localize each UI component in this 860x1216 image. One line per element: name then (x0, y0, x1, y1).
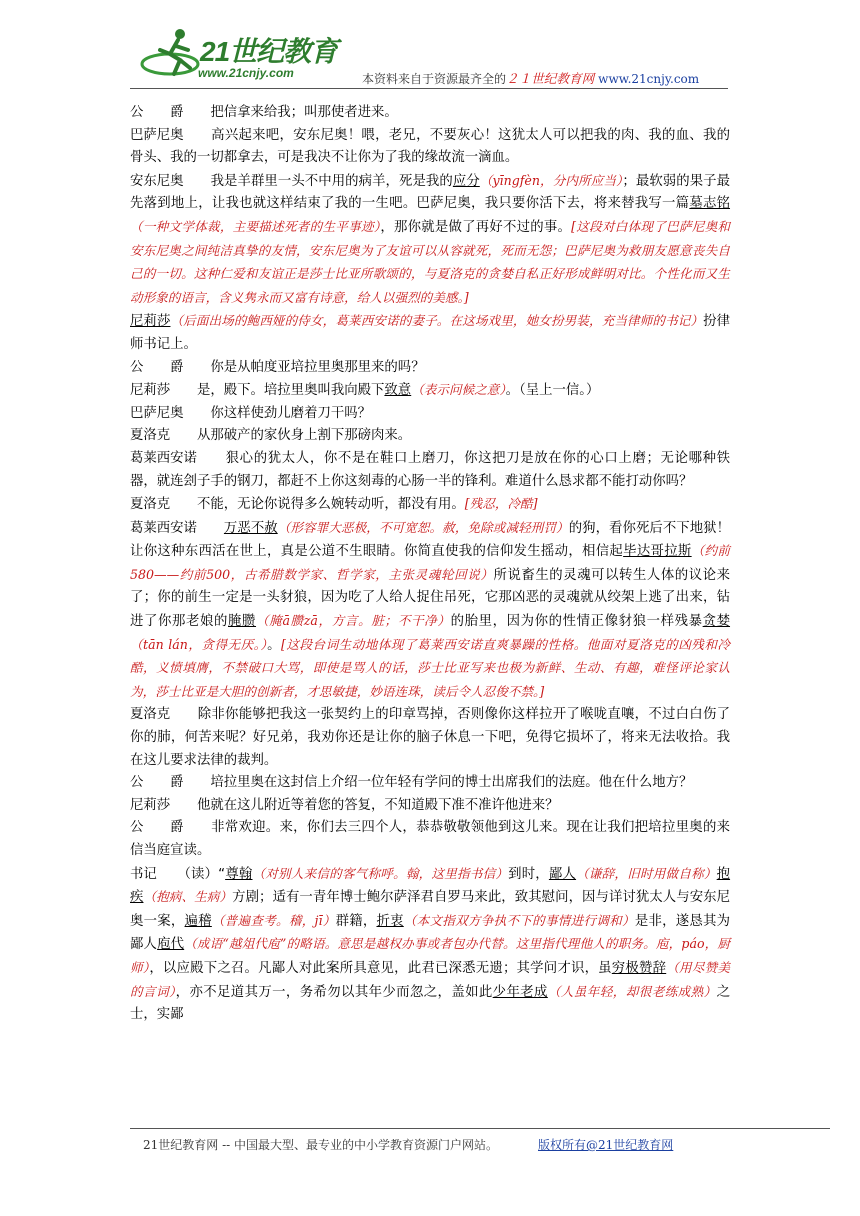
dialogue-line (130, 817, 730, 862)
dialogue-text: ，以应殿下之召。凡鄙人对此案所具意见，此君已深悉无遗；其学问才识，虽 (149, 960, 612, 976)
annotation-note: （形容罪大恶极，不可宽恕。赦，免除或减轻刑罚） (277, 519, 569, 535)
dialogue-text: 的胎里，因为你的性情正像豺狼一样残暴 (450, 614, 703, 630)
dialogue-line (130, 425, 730, 448)
speaker-name: 安东尼奥 (130, 173, 184, 189)
speaker-name: 夏洛克 (130, 707, 171, 723)
annotation-note: （一种文学体裁，主要描述死者的生平事迹） (130, 218, 381, 234)
annotation-note: （后面出场的鲍西娅的侍女，葛莱西安诺的妻子。在这场戏里，她女扮男装，充当律师的书记） (170, 313, 704, 329)
dialogue-line (130, 125, 730, 170)
dialogue-text: ；最软弱的果子最先落到地上，让我也就这样结束了我的一生吧。巴萨尼奥，我只要你活下去，将来替我写一篇 (130, 173, 731, 212)
glossed-term: 庖代 (157, 937, 185, 953)
dialogue-line (130, 170, 730, 311)
dialogue-line (130, 493, 730, 517)
glossed-term: 尼莉莎 (130, 314, 171, 330)
logo-url: www.21cnjy.com (198, 66, 294, 80)
dialogue-line (130, 403, 730, 426)
annotation-note: （人虽年轻，却很老练成熟） (547, 983, 717, 999)
dialogue-text: 。 (267, 637, 282, 653)
glossed-term: 遍稽 (184, 913, 212, 929)
footer-divider (130, 1128, 830, 1129)
dialogue-text: （读）“ (184, 866, 226, 882)
dialogue-text: ，那你就是做了再好不过的事。 (380, 219, 572, 235)
annotation-note: （yīngfèn，分内所应当） (479, 172, 623, 188)
dialogue-text: 之士，实鄙 (130, 984, 731, 1023)
speaker-name: 公 爵 (130, 820, 184, 836)
dialogue-text: 除非你能够把我这一张契约上的印章骂掉，否则像你这样拉开了喉咙直嚷，不过白白伤了你的肺，何苦来呢？好兄弟，我劝你还是让你的脑子休息一下吧，免得它损坏了，将来无法收拾。我在这儿要求法律的裁判。 (130, 707, 731, 768)
annotation-note: （对别人来信的客气称呼。翰，这里指书信） (252, 865, 509, 881)
header-divider (130, 88, 728, 89)
dialogue-line (130, 379, 730, 403)
dialogue-text: 你是从帕度亚培拉里奥那里来的吗？ (210, 359, 425, 375)
annotation-note: [残忍，冷酷] (464, 496, 538, 512)
dialogue-text: 到时， (508, 866, 549, 882)
annotation-note: （谦辞，旧时用做自称） (576, 865, 717, 881)
header-note-prefix: 本资料来自于资源最齐全的 (362, 72, 507, 86)
speaker-name: 夏洛克 (130, 428, 171, 444)
annotation-note: （普遍查考。稽，jī） (211, 912, 336, 928)
glossed-term: 腌臜 (228, 614, 257, 630)
glossed-term: 少年老成 (492, 984, 548, 1000)
annotation-note: [这段对白体现了巴萨尼奥和安东尼奥之间纯洁真挚的友情，安东尼奥为了友谊可以从容就死，死而无怨；巴萨尼奥为救朋友愿意丧失自己的一切。这种仁爱和友谊正是莎士比亚所歌颂的，与夏洛克的贪婪自私正好形成鲜明对比。个性化而又生动形象的语言，含义隽永而又富有诗意，给人以强烈的美感。] (130, 218, 731, 305)
dialogue-text: 你这样使劲儿磨着刀干吗？ (210, 405, 372, 421)
dialogue-text: 把信拿来给我；叫那使者进来。 (210, 105, 398, 120)
annotation-note: （抱病、生病） (143, 889, 233, 905)
speaker-name: 尼莉莎 (130, 797, 171, 813)
speaker-name: 尼莉莎 (130, 383, 171, 399)
dialogue-text: 从那破产的家伙身上割下那磅肉来。 (196, 428, 412, 444)
speaker-name: 葛莱西安诺 (130, 450, 197, 466)
speaker-name: 巴萨尼奥 (130, 127, 184, 143)
glossed-term: 致意 (384, 383, 412, 399)
dialogue-text: 非常欢迎。来，你们去三四个人，恭恭敬敬领他到这儿来。现在让我们把培拉里奥的来信当庭宣读。 (130, 820, 730, 858)
dialogue-text: 狠心的犹太人，你不是在鞋口上磨刀，你这把刀是放在你的心口上磨；无论哪种铁器，就连刽子手的钢刀，都赶不上你这刻毒的心肠一半的锋利。难道什么恳求都不能打动你吗？ (130, 450, 731, 489)
glossed-term: 万恶不赦 (223, 520, 278, 536)
annotation-note: （表示问候之意） (411, 382, 506, 398)
annotation-note: （成语“越俎代庖”的略语。意思是越权办事或者包办代替。这里指代理他人的职务。庖，páo，厨师） (130, 936, 731, 975)
dialogue-text: 。（呈上一信。） (505, 383, 600, 399)
logo-wordmark: 21世纪教育 (200, 36, 338, 67)
speaker-name: 葛莱西安诺 (130, 520, 197, 536)
annotation-note: （用尽赞美的言词） (130, 959, 731, 999)
script-text (130, 102, 730, 1027)
dialogue-text: 他就在这儿附近等着您的答复，不知道殿下准不准许他进来？ (196, 797, 559, 813)
dialogue-line (130, 795, 730, 818)
dialogue-text: 所说畜生的灵魂可以转生人体的议论来了；你的前生一定是一头豺狼，因为吃了人给人捉住吊死，它那凶恶的灵魂就从绞架上逃了出来，钻进了你那老娘的 (130, 567, 730, 630)
glossed-term: 穷极赞辞 (611, 960, 667, 976)
annotation-note: （腌ā臜zā，方言。脏；不干净） (256, 613, 451, 629)
dialogue-text: 群籍， (335, 913, 377, 929)
glossed-term: 鄙人 (548, 866, 577, 882)
header-note-url[interactable]: www.21cnjy.com (598, 72, 700, 86)
glossed-term: 墓志铭 (689, 196, 731, 212)
dialogue-text: 的狗，看你死后不下地狱！让你这种东西活在世上，真是公道不生眼睛。你简直使我的信仰发生摇动，相信起 (130, 520, 731, 560)
dialogue-line (130, 863, 730, 1027)
page-header (0, 0, 860, 96)
dialogue-text: 不能，无论你说得多么婉转动听，都没有用。 (196, 497, 465, 513)
annotation-note: （约前580——约前500，古希腊数学家、哲学家，主张灵魂轮回说） (130, 543, 731, 582)
glossed-term: 毕达哥拉斯 (623, 544, 692, 560)
annotation-note: （本文指双方争执不下的事情进行调和） (403, 912, 635, 928)
dialogue-text: 扮律师书记上。 (130, 314, 731, 352)
dialogue-line (130, 357, 730, 380)
speaker-name: 公 爵 (130, 105, 184, 120)
dialogue-text: 我是羊群里一头不中用的病羊，死是我的 (210, 173, 453, 189)
dialogue-text: ，亦不足道其万一，务希勿以其年少而忽之，盖如此 (175, 984, 493, 1000)
glossed-term: 折衷 (376, 913, 404, 929)
speaker-name: 巴萨尼奥 (130, 405, 184, 421)
copyright-link[interactable]: 版权所有@21世纪教育网 (538, 1138, 674, 1152)
dialogue-text: 是，殿下。培拉里奥叫我向殿下 (196, 383, 385, 399)
speaker-name: 夏洛克 (130, 497, 171, 513)
dialogue-line (130, 310, 730, 356)
dialogue-line (130, 517, 730, 705)
annotation-note: （tān lán，贪得无厌。） (130, 636, 268, 652)
dialogue-line (130, 102, 730, 125)
speaker-name: 公 爵 (130, 359, 184, 375)
header-note (362, 68, 699, 87)
annotation-note: [这段台词生动地体现了葛莱西安诺直爽暴躁的性格。他面对夏洛克的凶残和冷酷，义愤填膺，不禁破口大骂，即使是骂人的话，莎士比亚写来也极为新鲜、生动、有趣，难怪评论家认为，莎士比亚是大胆的创新者，才思敏捷，妙语连珠，读后令人忍俊不禁。] (130, 636, 730, 699)
glossed-term: 尊翰 (225, 866, 253, 882)
speaker-name: 公 爵 (130, 775, 184, 791)
dialogue-line (130, 448, 730, 493)
dialogue-text: 高兴起来吧，安东尼奥！喂，老兄，不要灰心！这犹太人可以把我的肉、我的血、我的骨头、我的一切都拿去，可是我决不让你为了我的缘故流一滴血。 (130, 127, 730, 166)
dialogue-line (130, 704, 730, 772)
glossed-term: 抱疾 (130, 866, 731, 906)
dialogue-line (130, 772, 730, 795)
glossed-term: 贪婪 (702, 614, 731, 630)
page-footer (143, 1136, 673, 1153)
dialogue-text: 方剧；适有一青年博士鲍尔萨泽君自罗马来此，致其慰问，因与详讨犹太人与安东尼奥一案， (130, 890, 731, 929)
speaker-name: 书记 (130, 866, 157, 882)
dialogue-text: 培拉里奥在这封信上介绍一位年轻有学问的博士出席我们的法庭。他在什么地方？ (210, 775, 693, 791)
footer-text: 21世纪教育网 -- 中国最大型、最专业的中小学教育资源门户网站。 (143, 1138, 499, 1152)
glossed-term: 应分 (452, 173, 480, 189)
dialogue-text: 是非，遂恳其为鄙人 (130, 913, 731, 953)
header-note-site: ２１世纪教育网 (506, 71, 595, 86)
